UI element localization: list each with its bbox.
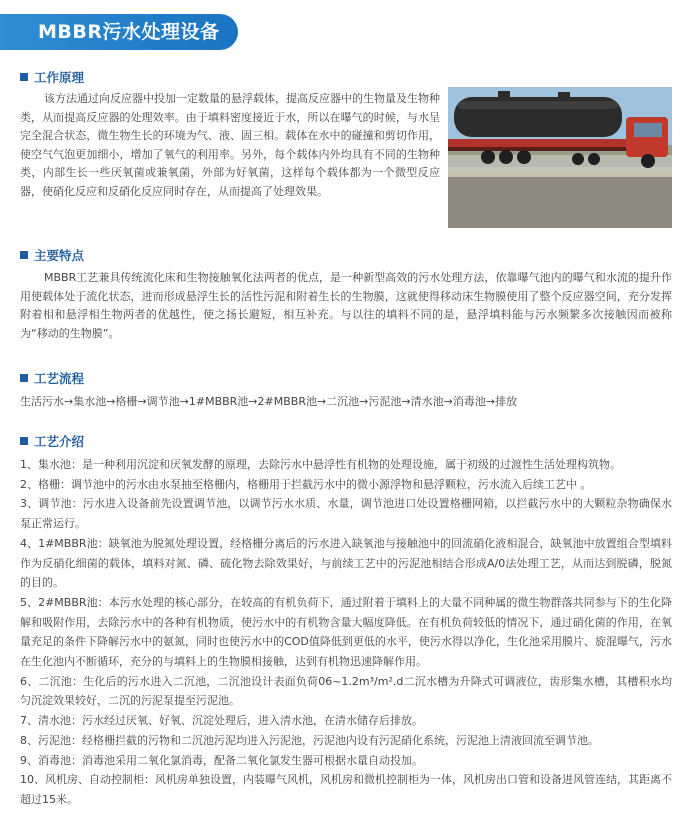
page-title: MBBR污水处理设备 bbox=[0, 14, 238, 50]
flow-text: 生活污水→集水池→格栅→调节池→1#MBBR池→2#MBBR池→二沉池→污泥池→清水池→消毒池→排放 bbox=[20, 395, 518, 408]
square-bullet-icon bbox=[20, 374, 28, 382]
section-heading bbox=[20, 369, 672, 387]
flow-heading: 工艺流程 bbox=[34, 371, 85, 386]
section-heading bbox=[20, 68, 672, 86]
section-intro bbox=[20, 432, 672, 810]
list-item: 4、1#MBBR池：缺氧池为脱氮处理设置，经格栅分离后的污水进入缺氧池与接触池中的回流硝化液相混合，缺氧池中放置组合型填料作为反硝化细菌的载体，填料对氮、磷、硫化物去除效果好，与前续工艺中的污泥池相结合形成A/0法处理工艺，从而达到脱磷，脱氮的目的。 bbox=[20, 536, 672, 590]
list-item: 2、格栅：调节池中的污水由水泵抽至格栅内，格栅用于拦截污水中的微小源浮物和悬浮颗粒，污水流入后续工艺中 。 bbox=[20, 477, 592, 491]
section-features bbox=[20, 246, 672, 343]
principle-text: 该方法通过向反应器中投加一定数量的悬浮载体，提高反应器中的生物量及生物种类，从而提高反应器的处理效率。由于填料密度接近于水，所以在曝气的时候，与水呈完全混合状态，微生物生长的环境为气、液、固三相。载体在水中的碰撞和剪切作用，使空气气泡更加细小，增加了氧气的利用率。另外，每个载体内外均具有不同的生物种类，内部生长一些厌氧菌或兼氧菌，外部为好氧菌，这样每个载体都为一个微型反应器，使硝化反应和反硝化反应同时存在，从而提高了处理效果。 bbox=[20, 92, 440, 198]
list-item: 9、消毒池：消毒池采用二氧化氯消毒，配备二氧化氯发生器可根据水量自动投加。 bbox=[20, 753, 423, 767]
list-item: 7、清水池：污水经过厌氧、好氧、沉淀处理后，进入清水池，在清水储存后排放。 bbox=[20, 714, 423, 728]
features-text: MBBR工艺兼具传统流化床和生物接触氧化法两者的优点，是一种新型高效的污水处理方法，依靠曝气池内的曝气和水流的提升作用使载体处于流化状态，进而形成悬浮生长的活性污泥和附着生长的生物膜，这就使得移动床生物膜使用了整个反应器空间，充分发挥附着相和悬浮相生物两者的优越性，使之扬长避短，相互补充。与以往的填料不同的是，悬浮填料能与污水频繁多次接触因而被称为“移动的生物膜”。 bbox=[20, 271, 672, 340]
section-heading bbox=[20, 246, 672, 264]
truck-with-tank-photo bbox=[448, 87, 672, 228]
square-bullet-icon bbox=[20, 73, 28, 81]
square-bullet-icon bbox=[20, 437, 28, 445]
features-heading: 主要特点 bbox=[34, 248, 85, 263]
section-heading bbox=[20, 432, 672, 450]
section-flow bbox=[20, 369, 672, 412]
principle-heading: 工作原理 bbox=[34, 70, 85, 85]
truck-illustration bbox=[448, 87, 672, 228]
intro-heading: 工艺介绍 bbox=[34, 434, 85, 449]
list-item: 8、污泥池：经格栅拦截的污物和二沉池污泥均进入污泥池，污泥池内设有污泥硝化系统，污泥池上清液回流至调节池。 bbox=[20, 733, 599, 747]
list-item: 5、2#MBBR池：本污水处理的核心部分，在较高的有机负荷下，通过附着于填料上的大量不同种属的微生物群落共同参与下的生化降解和吸附作用，去除污水中的各种有机物质，使污水中的有机物含量大幅度降低。在有机负荷较低的情况下，通过硝化菌的作用，在氧量充足的条件下降解污水中的氨氮，同时也使污水中的COD值降低到更低的水平，使污水得以净化，生化池采用膜片、旋混曝气，污水在生化池内不断循环，充分的与填料上的生物膜相接触，达到有机物迅速降解作用。 bbox=[20, 595, 672, 669]
list-item: 6、二沉池：生化后的污水进入二沉池，二沉池设计表面负荷06~1.2m³/m².d二沉水槽为升降式可调液位，齿形集水槽，其槽积水均匀沉淀效果较好，二沉的污泥泵提至污泥池。 bbox=[20, 674, 672, 708]
square-bullet-icon bbox=[20, 251, 28, 259]
list-item: 3、调节池：污水进入设备前先设置调节池，以调节污水水质、水量，调节池进口处设置格栅网箱，以拦截污水中的大颗粒杂物确保水泵正常运行。 bbox=[20, 497, 672, 531]
intro-list bbox=[20, 455, 672, 810]
list-item: 1、集水池：是一种利用沉淀和厌氧发酵的原理，去除污水中悬浮性有机物的处理设施，属于初级的过渡性生活处理构筑物。 bbox=[20, 458, 621, 471]
list-item: 10、风机房、自动控制柜：风机房单独设置，内装曝气风机，风机房和微机控制柜为一体，风机房出口管和设备进风管连结，其距离不超过15米。 bbox=[20, 773, 672, 806]
